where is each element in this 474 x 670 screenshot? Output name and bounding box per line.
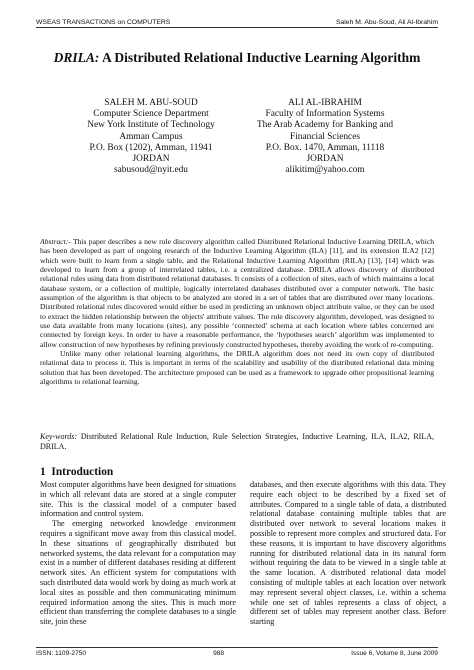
author-affiliation-line: The Arab Academy for Banking and — [256, 120, 394, 131]
section-heading — [40, 466, 113, 478]
author-block-1 — [56, 98, 246, 176]
keywords-label: Key-words: — [40, 432, 78, 441]
footer-issue: Issue 6, Volume 8, June 2009 — [351, 650, 438, 657]
body-column-left — [40, 480, 236, 627]
body-column-right — [250, 480, 446, 627]
body-paragraph: databases, and then execute algorithms with this data. They require each object to be described by a fixed set of attributes. Compared to a single table of data, a distributed relational database containing multiple tables that are distributed over network to several locations makes it possible to represent more complex and structured data. For these reasons, it is important to have discovery algorithms running for distributed relational data in its natural form without requiring the data to be viewed in a single table at the same location. A distributed relational data model consisting of multiple tables at each location over network may represent several object classes, i.e. within a schema while one set of tables represents a class of object, a different set of tables may represent another class. Before starting — [250, 480, 446, 627]
author-address-line: P.O. Box (1202), Amman, 11941 — [89, 142, 213, 153]
section-number: 1 — [40, 466, 46, 478]
paper-title — [0, 50, 474, 66]
author-affiliation-line: Computer Science Department — [93, 109, 209, 120]
abstract-paragraph-1 — [40, 237, 434, 349]
author-affiliation-line: New York Institute of Technology — [87, 120, 215, 131]
title-acronym: DRILA: — [53, 50, 100, 65]
abstract-label: Abstract:- — [40, 237, 71, 246]
footer-issn: ISSN: 1109-2750 — [36, 650, 87, 657]
keywords-text: Distributed Relational Rule Induction, Rule Selection Strategies, Inductive Learning, ILA, ILA2, RILA, DRILA. — [40, 432, 434, 451]
author-name: ALI AL-IBRAHIM — [288, 98, 362, 108]
author-email: alikitim@yahoo.com — [285, 165, 365, 176]
author-country: JORDAN — [306, 154, 344, 165]
journal-name: WSEAS TRANSACTIONS on COMPUTERS — [36, 19, 171, 26]
title-text: A Distributed Relational Inductive Learning Algorithm — [102, 50, 421, 65]
abstract — [40, 237, 434, 387]
author-affiliation-line: Financial Sciences — [289, 131, 361, 142]
author-affiliation-line: Faculty of Information Systems — [265, 109, 385, 120]
author-address-line: P.O. Box. 1470, Amman, 11118 — [265, 142, 385, 153]
header-authors: Saleh M. Abu-Soud, Ali Al-Ibrahim — [335, 19, 438, 26]
author-block-2 — [240, 98, 410, 176]
body-paragraph: The emerging networked knowledge environment requires a significant move away from this classical model. In these situations of geographically distributed but networked systems, the data relevant for a computation may exist in a number of different databases residing at different network sites. An efficient system for computations with such distributed data would work by doing as much work at local sites as possible and then communicating minimum required information among the sites. This is much more efficient than transferring the complete databases to a single site, join these — [40, 519, 236, 627]
body-paragraph: Most computer algorithms have been designed for situations in which all relevant data are stored at a single computer site. This is the classical model of a computer based information and control system. — [40, 480, 236, 519]
running-footer — [36, 650, 438, 657]
abstract-paragraph-2: Unlike many other relational learning algorithms, the DRILA algorithm does not need its own copy of distributed relational data to process it. This is important in terms of the scalability and usability of the distributed relational data mining solution that has been developed. The architecture proposed can be used as a framework to upgrade other propositional learning algorithms to relational learning. — [40, 349, 434, 387]
section-title: Introduction — [51, 466, 114, 478]
author-affiliation-line: Amman Campus — [119, 131, 183, 142]
running-header — [36, 12, 438, 26]
footer-page-number: 988 — [213, 650, 225, 657]
author-email: sabusoud@nyit.edu — [114, 165, 188, 176]
footer-rule — [36, 647, 438, 648]
abstract-text: This paper describes a new rule discovery algorithm called Distributed Relational Inductive Learning DRILA, which has been developed as part of ongoing research of the Inductive Learning Algorithm (ILA) [11], and its extension ILA2 [12] which were built to learn from a single table, and the Relational Inductive Learning Algorithm (RILA) [13], [14] which was developed to learn from a group of interrelated tables, i.e. a centralized database. DRILA allows discovery of distributed relational rules using data from distributed relational databases. It consists of a collection of sites, each of which maintains a local database system, or a collection of multiple, logically interrelated databases distributed over a computer network. The basic assumption of the algorithm is that objects to be analyzed are stored in a set of tables that are distributed over many locations. Distributed relational rules discovered would either be used in predicting an unknown object attribute value, or they can be used to extract the hidden relationship between the objects' attribute values. The rule discovery algorithm, developed, was designed to use data available from many locations (sites), any possible ‘connected’ schema at each location where tables concerned are connected by foreign keys. In order to have a reasonable performance, the ‘hypotheses search’ algorithm was implemented to allow construction of new hypotheses by refining previously constructed hypotheses, thereby avoiding the work of re-computing. — [40, 237, 434, 349]
author-name: SALEH M. ABU-SOUD — [104, 98, 198, 108]
header-rule — [36, 27, 438, 28]
keywords — [40, 432, 434, 452]
author-country: JORDAN — [132, 154, 170, 165]
